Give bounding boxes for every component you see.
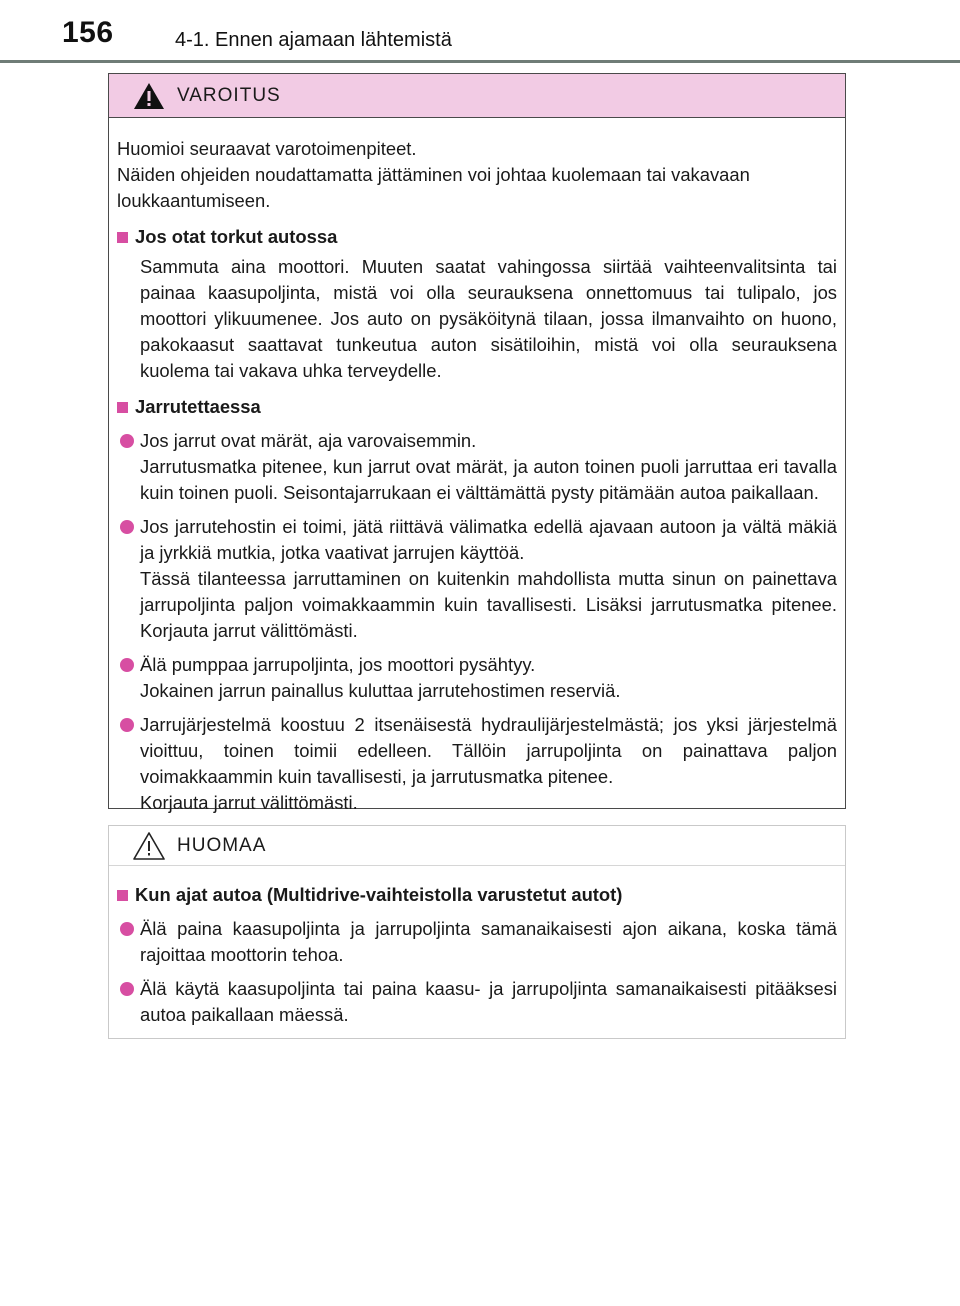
notice-title-bar	[109, 826, 845, 866]
warning-title: VAROITUS	[177, 84, 281, 106]
square-bullet-icon	[117, 232, 128, 243]
list-item: Älä käytä kaasupoljinta tai paina kaasu- ja jarrupoljinta samanaikaisesti pitääksesi autoa paikallaan mäessä.	[140, 976, 837, 1028]
list-item: Jos jarrut ovat märät, aja varovaisemmin. Jarrutusmatka pitenee, kun jarrut ovat märät, ja auton toinen puoli jarruttaa eri tavalla kuin toinen puoli. Seisontajarrukaan ei välttämättä pysty pitämään autoa paikallaan.	[140, 428, 837, 506]
section-heading: Jos otat torkut autossa	[117, 224, 837, 250]
round-bullet-icon	[120, 658, 134, 672]
header-rule	[0, 60, 960, 63]
notice-body	[109, 866, 845, 1028]
section-heading: Kun ajat autoa (Multidrive-vaihteistolla varustetut autot)	[117, 882, 837, 908]
page-number: 156	[62, 16, 114, 49]
square-bullet-icon	[117, 890, 128, 901]
section-title: 4-1. Ennen ajamaan lähtemistä	[175, 29, 452, 51]
round-bullet-icon	[120, 434, 134, 448]
warning-title-bar	[109, 74, 845, 118]
warning-box	[108, 73, 846, 813]
intro-line: Näiden ohjeiden noudattamatta jättäminen voi johtaa kuolemaan tai vakavaan loukkaantumiseen.	[117, 164, 750, 211]
list-item: Älä paina kaasupoljinta ja jarrupoljinta samanaikaisesti ajon aikana, koska tämä rajoittaa moottorin tehoa.	[140, 916, 837, 968]
round-bullet-icon	[120, 922, 134, 936]
warning-intro	[117, 136, 837, 214]
square-bullet-icon	[117, 402, 128, 413]
warning-triangle-icon	[133, 81, 165, 111]
notice-box	[108, 825, 846, 1039]
notice-title: HUOMAA	[177, 834, 267, 856]
round-bullet-icon	[120, 982, 134, 996]
intro-line: Huomioi seuraavat varotoimenpiteet.	[117, 138, 417, 159]
caution-triangle-icon	[133, 831, 165, 861]
warning-body	[109, 118, 845, 816]
page-header	[0, 0, 960, 62]
list-item: Älä pumppaa jarrupoljinta, jos moottori pysähtyy. Jokainen jarrun painallus kuluttaa jarrutehostimen reserviä.	[140, 652, 837, 704]
round-bullet-icon	[120, 718, 134, 732]
round-bullet-icon	[120, 520, 134, 534]
list-item: Jarrujärjestelmä koostuu 2 itsenäisestä hydraulijärjestelmästä; jos yksi järjestelmä vioittuu, toinen toimii edelleen. Tällöin jarrupoljinta on painattava paljon voimakkaammin kuin tavallisesti, ja jarrutusmatka pitenee. Korjauta jarrut välittömästi.	[140, 712, 837, 816]
list-item: Jos jarrutehostin ei toimi, jätä riittävä välimatka edellä ajavaan autoon ja vältä mäkiä ja jyrkkiä mutkia, jotka vaativat jarrujen käyttöä. Tässä tilanteessa jarruttaminen on kuitenkin mahdollista mutta sinun on painettava jarrupoljinta paljon voimakkaammin kuin tavallisesti. Lisäksi jarrutusmatka pitenee. Korjauta jarrut välittömästi.	[140, 514, 837, 644]
section-text: Sammuta aina moottori. Muuten saatat vahingossa siirtää vaihteenvalitsinta tai painaa kaasupoljinta, mistä voi olla seurauksena onnettomuus tai tulipalo, jos moottori ylikuumenee. Jos auto on pysäköitynä tilaan, jossa ilmanvaihto on huono, pakokaasut saattavat tunkeutua auton sisätiloihin, mistä voi olla seurauksena kuolema tai vakava uhka terveydelle.	[140, 256, 837, 381]
section-heading: Jarrutettaessa	[117, 394, 837, 420]
